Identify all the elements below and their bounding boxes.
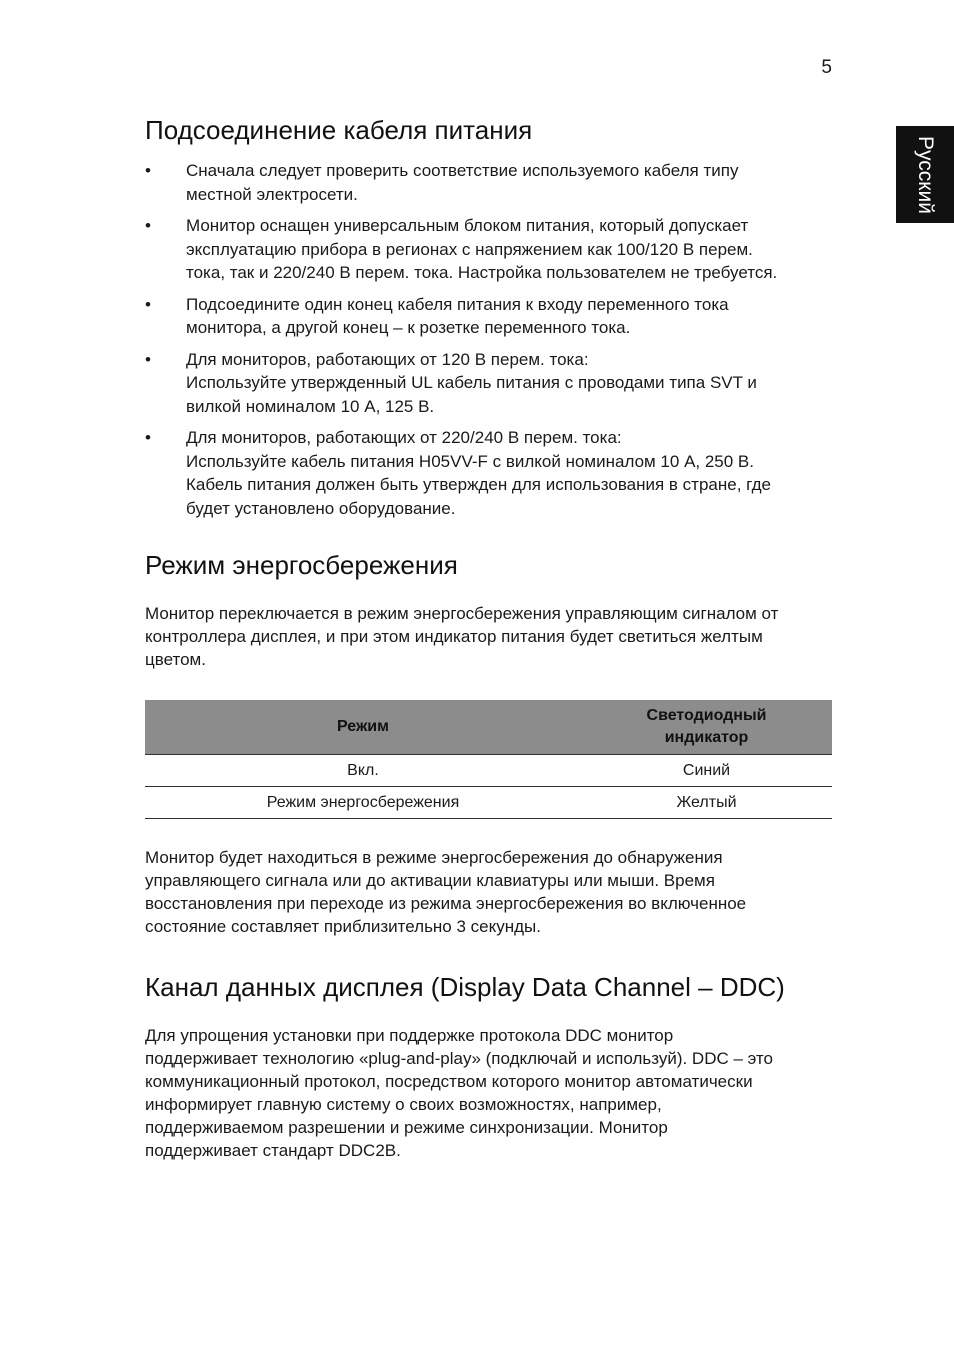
- table-header-row: [145, 700, 832, 755]
- power-mode-table: [145, 700, 832, 819]
- table-header-mode: [145, 700, 581, 755]
- paragraph-line: контроллера дисплея, и при этом индикатор питания будет светиться желтым: [145, 627, 763, 646]
- list-item-line: Для мониторов, работающих от 120 В перем. тока:: [186, 349, 589, 369]
- table-row: [145, 755, 832, 787]
- bullet-icon: •: [145, 294, 151, 314]
- paragraph-line: поддерживает стандарт DDC2B.: [145, 1141, 401, 1160]
- list-item-line: местной электросети.: [186, 184, 358, 204]
- language-tab-label: Русский: [914, 135, 937, 214]
- header-line: Светодиодный: [646, 707, 767, 724]
- list-item-line: Сначала следует проверить соответствие используемого кабеля типу: [186, 161, 739, 180]
- table-cell-mode: Режим энергосбережения: [145, 787, 581, 819]
- paragraph-line: управляющего сигнала или до активации клавиатуры или мыши. Время: [145, 871, 715, 890]
- table-cell-led: Желтый: [581, 787, 832, 819]
- list-item: [145, 159, 831, 206]
- table-header-led: [581, 700, 832, 755]
- list-item-line: Используйте утвержденный UL кабель питания с проводами типа SVT и: [186, 373, 757, 392]
- ddc-body: [145, 1024, 831, 1162]
- list-item-line: Подсоедините один конец кабеля питания к входу переменного тока: [186, 294, 729, 314]
- paragraph-line: состояние составляет приблизительно 3 секунды.: [145, 917, 541, 936]
- power-saving-outro: [145, 846, 831, 938]
- table-cell-mode: Вкл.: [145, 755, 581, 787]
- power-saving-intro: [145, 602, 831, 671]
- paragraph-line: Монитор переключается в режим энергосбережения управляющим сигналом от: [145, 604, 779, 623]
- list-item: [145, 293, 831, 340]
- paragraph-line: восстановления при переходе из режима энергосбережения во включенное: [145, 894, 747, 913]
- list-item: [145, 348, 831, 419]
- list-item-line: монитора, а другой конец – к розетке переменного тока.: [186, 318, 631, 337]
- paragraph-line: поддерживает технологию «plug-and-play» (подключай и используй). DDC – это: [145, 1049, 774, 1068]
- bullet-icon: •: [145, 349, 151, 369]
- table-row: [145, 787, 832, 819]
- section-heading-power-saving: Режим энергосбережения: [145, 550, 458, 580]
- section-heading-power-cable: Подсоединение кабеля питания: [145, 115, 533, 145]
- list-item-line: Для мониторов, работающих от 220/240 В перем. тока:: [186, 428, 622, 447]
- page-number: 5: [821, 57, 832, 78]
- list-item: [145, 426, 831, 520]
- section-heading-ddc: Канал данных дисплея (Display Data Channel – DDC): [145, 972, 785, 1002]
- list-item-line: эксплуатацию прибора в регионах с напряжением как 100/120 В перем.: [186, 239, 753, 259]
- paragraph-line: Монитор будет находиться в режиме энергосбережения до обнаружения: [145, 848, 723, 867]
- bullet-icon: •: [145, 216, 151, 235]
- list-item: [145, 214, 831, 285]
- paragraph-line: информирует главную систему о своих возможностях, например,: [145, 1095, 662, 1114]
- language-tab: [896, 126, 954, 223]
- page-content: [145, 113, 831, 1162]
- bullet-icon: •: [145, 161, 151, 180]
- power-cable-bullet-list: [145, 159, 831, 520]
- paragraph-line: поддерживаемом разрешении и режиме синхронизации. Монитор: [145, 1118, 668, 1137]
- paragraph-line: коммуникационный протокол, посредством которого монитор автоматически: [145, 1072, 753, 1091]
- table-cell-led: Синий: [581, 755, 832, 787]
- list-item-line: будет установлено оборудование.: [186, 498, 456, 518]
- paragraph-line: Для упрощения установки при поддержке протокола DDC монитор: [145, 1026, 674, 1045]
- bullet-icon: •: [145, 428, 151, 447]
- list-item-line: тока, так и 220/240 В перем. тока. Настройка пользователем не требуется.: [186, 263, 778, 282]
- header-line: индикатор: [664, 729, 749, 746]
- list-item-line: Используйте кабель питания H05VV-F с вилкой номиналом 10 А, 250 В.: [186, 451, 754, 471]
- paragraph-line: цветом.: [145, 650, 206, 669]
- list-item-line: вилкой номиналом 10 А, 125 В.: [186, 396, 435, 416]
- list-item-line: Монитор оснащен универсальным блоком питания, который допускает: [186, 216, 749, 235]
- header-line: Режим: [337, 718, 389, 735]
- list-item-line: Кабель питания должен быть утвержден для использования в стране, где: [186, 475, 771, 494]
